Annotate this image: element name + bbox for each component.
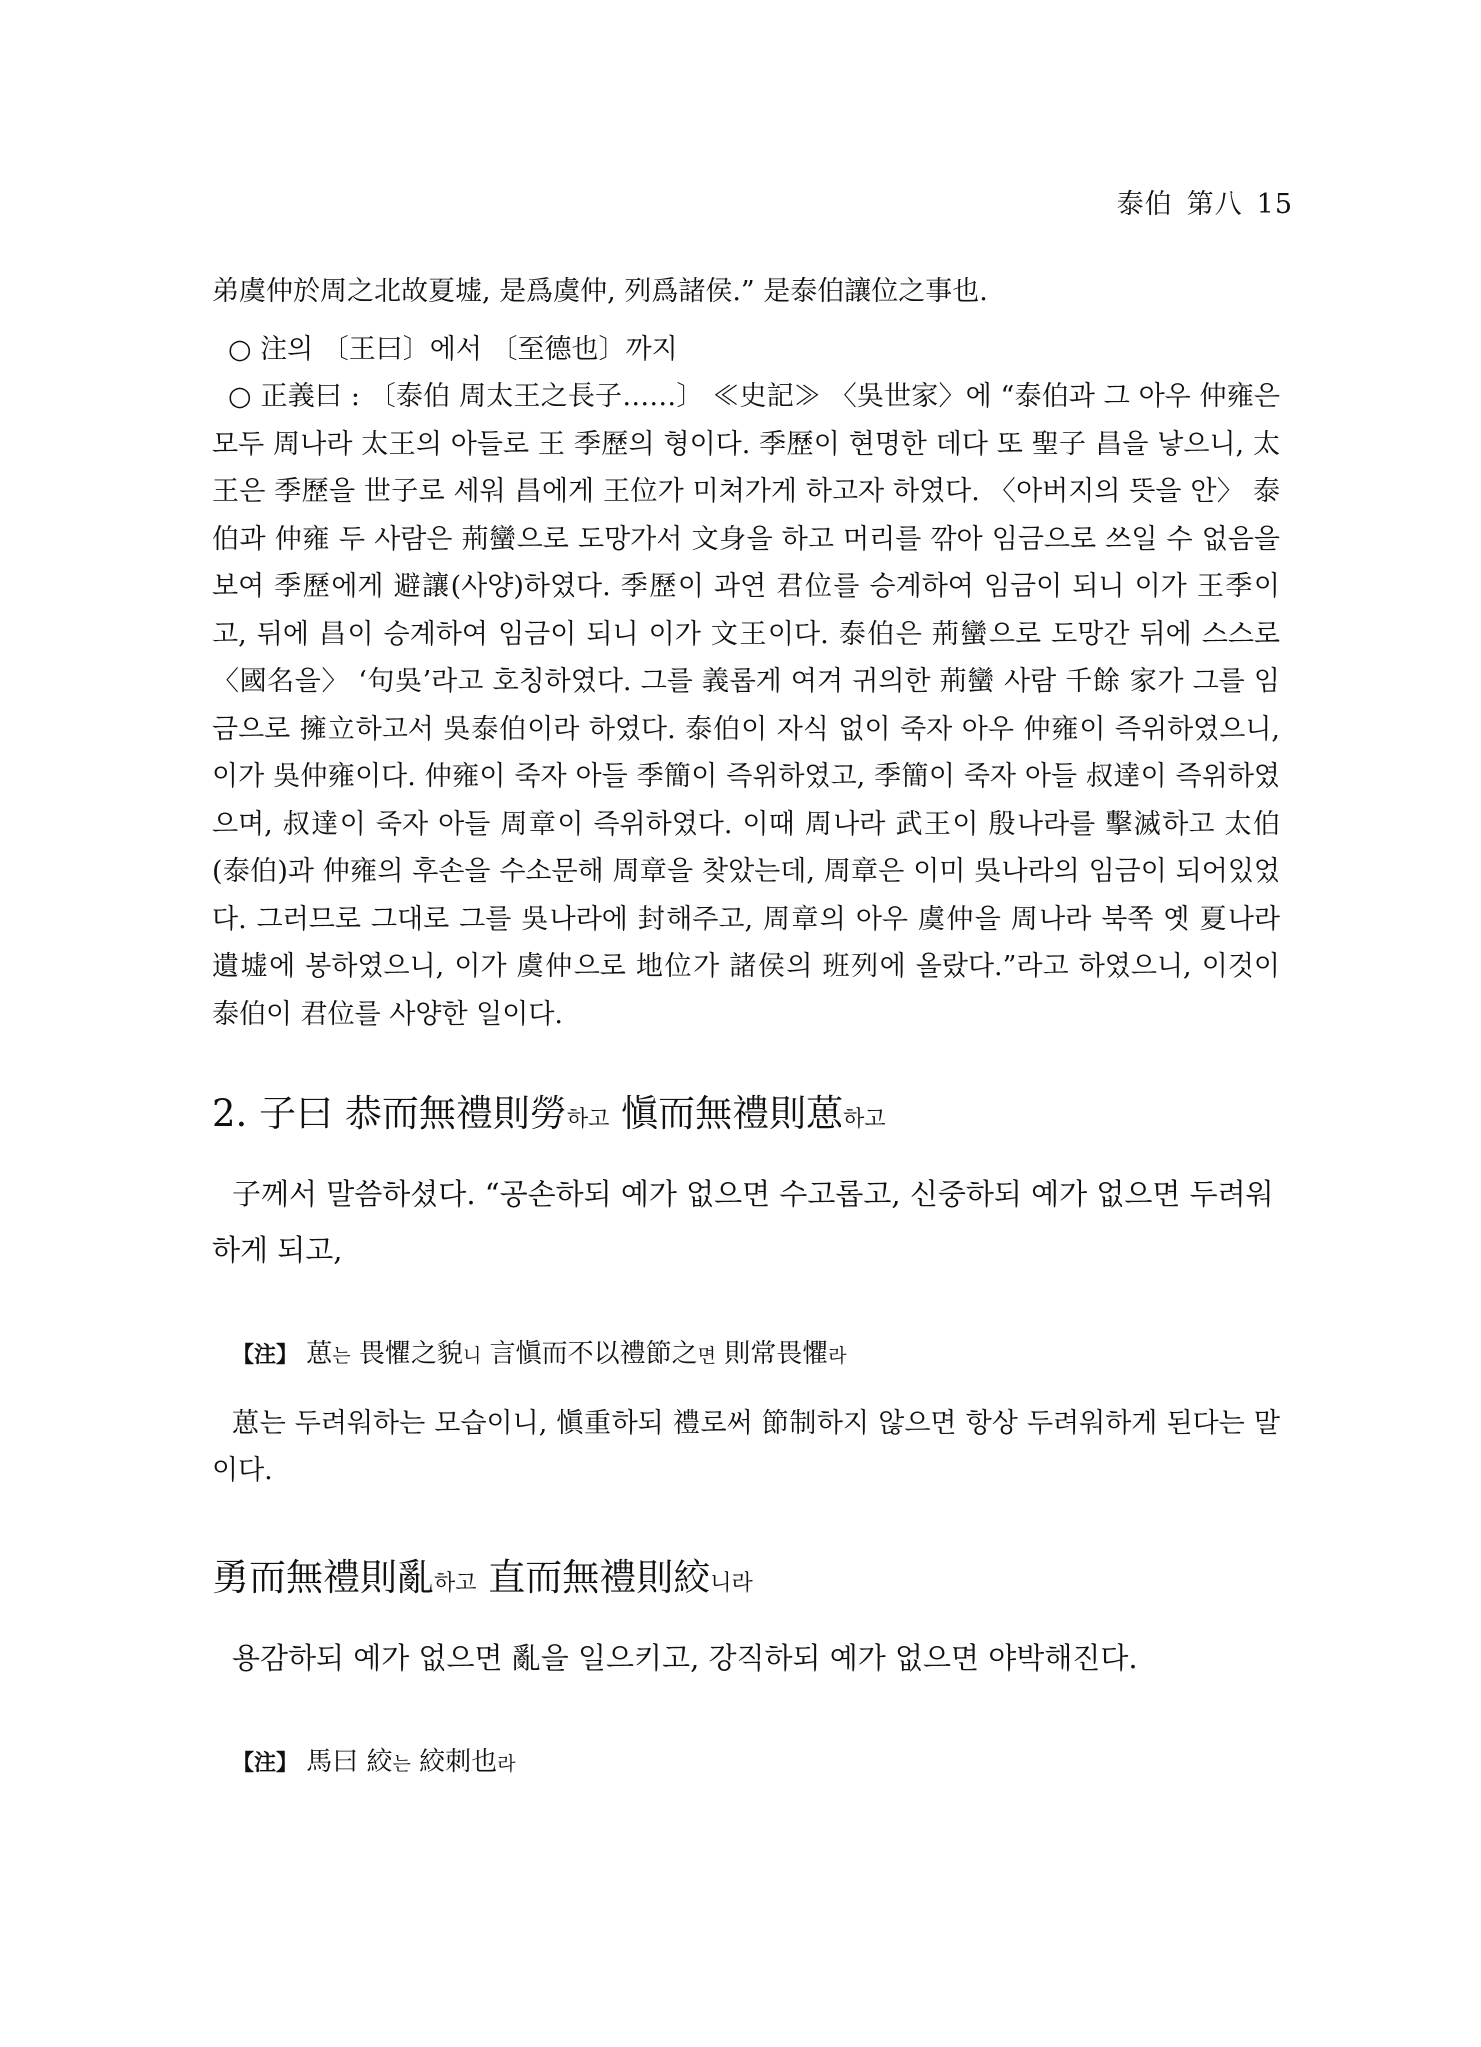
chapter-title: 泰伯 <box>1116 189 1173 220</box>
note-particle: 라 <box>497 1753 516 1775</box>
note-particle: 면 <box>697 1345 716 1367</box>
note-text: 言愼而不以禮節之 <box>489 1339 698 1369</box>
page-number: 15 <box>1256 189 1293 220</box>
section-heading-2 <box>212 1086 1280 1148</box>
note-text: 馬曰 絞 <box>306 1747 393 1777</box>
particle-a: 하고 <box>566 1107 610 1132</box>
note-particle: 는 <box>392 1753 411 1775</box>
annotation-note-1 <box>212 1334 1280 1376</box>
annotation-note-2 <box>212 1742 1280 1784</box>
running-header <box>1117 182 1293 221</box>
section-translation-2: 용감하되 예가 없으면 亂을 일으키고, 강직하되 예가 없으면 야박해진다. <box>232 1641 1138 1675</box>
section-translation: 子께서 말씀하셨다. “공손하되 예가 없으면 수고롭고, 신중하되 예가 없으면 두려워하게 되고, <box>212 1177 1274 1267</box>
classical-text-b: 愼而無禮則葸 <box>621 1092 844 1135</box>
particle-b: 하고 <box>843 1107 886 1132</box>
particle-c: 하고 <box>434 1571 477 1596</box>
annotation-note-1-translation: 葸는 두려워하는 모습이니, 愼重하되 禮로써 節制하지 않으면 항상 두려워하게 된다는 말이다. <box>212 1408 1280 1486</box>
classical-text-a: 子曰 恭而無禮則勞 <box>259 1092 567 1135</box>
commentary-range: ○ 注의 〔王曰〕에서 〔至德也〕까지 <box>228 333 678 365</box>
note-text: 絞刺也 <box>419 1747 498 1777</box>
note-tag: 【注】 <box>232 1751 299 1776</box>
note-text: 葸 <box>306 1339 333 1369</box>
classical-text-c: 勇而無禮則亂 <box>212 1556 434 1599</box>
note-particle: 는 <box>332 1345 351 1367</box>
note-particle: 라 <box>828 1345 847 1367</box>
commentary-body: ○ 正義曰 : 〔泰伯 周太王之長子……〕 ≪史記≫ 〈吳世家〉에 “泰伯과 그 아우 仲雍은 모두 周나라 太王의 아들로 王 季歷의 형이다. 季歷이 현명한 데다 또 聖子 昌을 낳으니, 太王은 季歷을 世子로 세워 昌에게 王位가 미쳐가게 하고자 하였다. 〈아버지의 뜻을 안〉 泰伯과 仲雍 두 사람은 荊蠻으로 도망가서 文身을 하고 머리를 깎아 임금으로 쓰일 수 없음을 보여 季歷에게 避讓(사양)하였다. 季歷이 과연 君位를 승계하여 임금이 되니 이가 王季이고, 뒤에 昌이 승계하여 임금이 되니 이가 文王이다. 泰伯은 荊蠻으로 도망간 뒤에 스스로 〈國名을〉 ‘句吳’라고 호칭하였다. 그를 義롭게 여겨 귀의한 荊蠻 사람 千餘 家가 그를 임금으로 擁立하고서 吳泰伯이라 하였다. 泰伯이 자식 없이 죽자 아우 仲雍이 즉위하였으니, 이가 吳仲雍이다. 仲雍이 죽자 아들 季簡이 즉위하였고, 季簡이 죽자 아들 叔達이 즉위하였으며, 叔達이 죽자 아들 周章이 즉위하였다. 이때 周나라 武王이 殷나라를 擊滅하고 太伯(泰伯)과 仲雍의 후손을 수소문해 周章을 찾았는데, 周章은 이미 吳나라의 임금이 되어있었다. 그러므로 그대로 그를 吳나라에 封해주고, 周章의 아우 虞仲을 周나라 북쪽 옛 夏나라 遺墟에 봉하였으니, 이가 虞仲으로 地位가 諸侯의 班列에 올랐다.”라고 하였으니, 이것이 泰伯이 君位를 사양한 일이다. <box>212 381 1280 1030</box>
page-body <box>212 268 1280 1784</box>
note-tag: 【注】 <box>232 1343 299 1368</box>
section-number: 2. <box>212 1092 248 1135</box>
classical-text-d: 直而無禮則絞 <box>488 1556 711 1599</box>
classical-text-line-2 <box>212 1550 1280 1612</box>
continued-quote-line: 弟虞仲於周之北故夏墟, 是爲虞仲, 列爲諸侯.” 是泰伯讓位之事也. <box>212 276 988 307</box>
note-text: 畏懼之貌 <box>358 1339 463 1369</box>
chapter-number: 第八 <box>1186 189 1243 220</box>
particle-d: 니라 <box>710 1571 753 1596</box>
note-particle: 니 <box>462 1345 482 1367</box>
note-text: 則常畏懼 <box>724 1339 829 1369</box>
